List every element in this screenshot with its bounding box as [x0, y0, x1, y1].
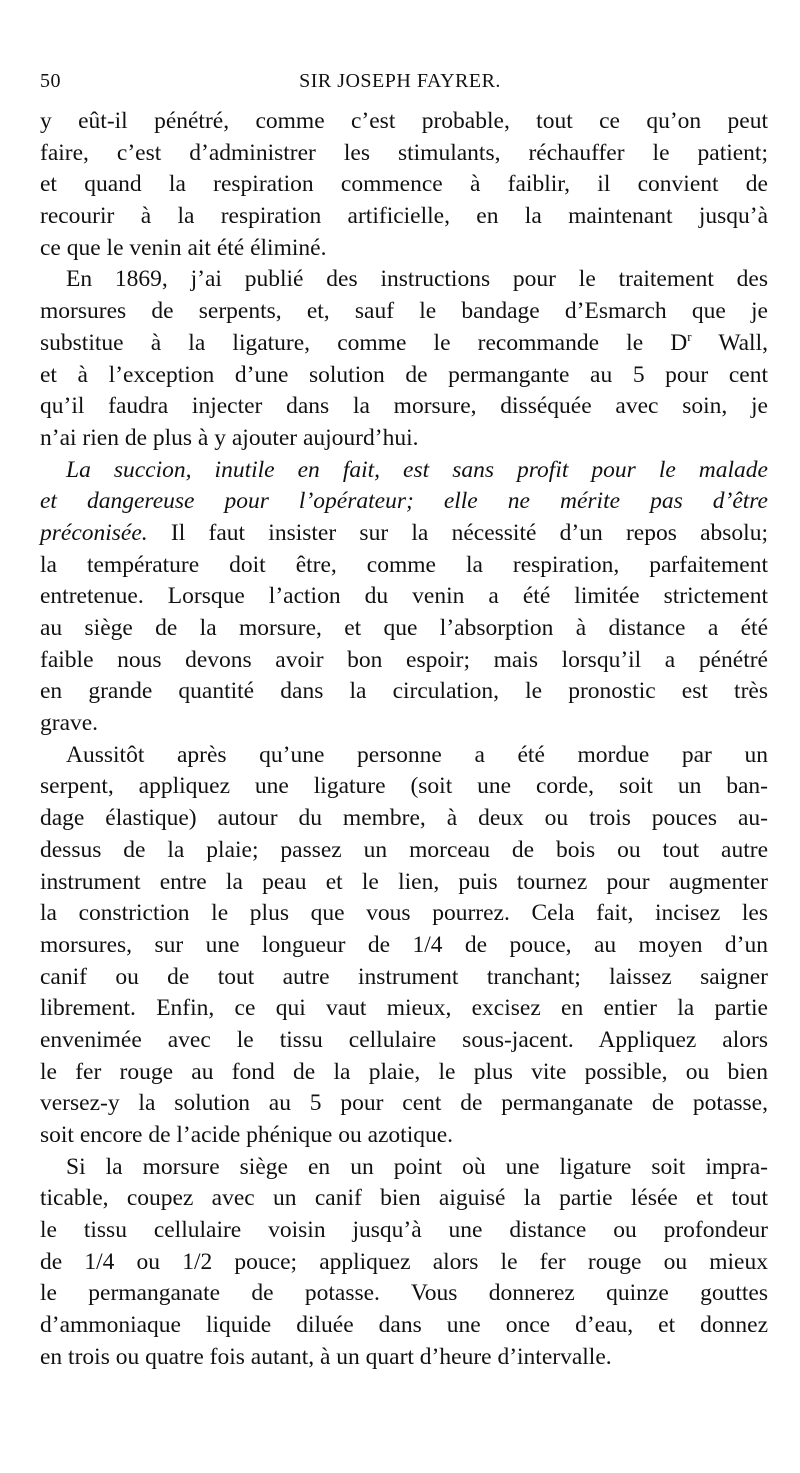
paragraph	[40, 1152, 768, 1374]
text-line: librement. Enfin, ce qui vaut mieux, excisez en entier la partie	[40, 995, 768, 1022]
text-line: le permanganate de potasse. Vous donnerez quinze gouttes	[40, 1280, 768, 1307]
text-line: dessus de la plaie; passez un morceau de bois ou tout autre	[40, 836, 768, 863]
text-line: au siège de la morsure, et que l’absorption à distance a été	[40, 615, 768, 641]
text-line: ce que le venin ait été éliminé.	[40, 234, 327, 261]
text-line: recourir à la respiration artificielle, en la maintenant jusqu’à	[40, 203, 768, 230]
text-line: Si la morsure siège en un point où une ligature soit impra-	[66, 1153, 768, 1180]
text-line	[40, 328, 768, 360]
text-line: la température doit être, comme la respiration, parfaitement	[40, 551, 768, 578]
text-line: d’ammoniaque liquide diluée dans une once d’eau, et donnez	[40, 1312, 768, 1339]
italic-text: La succion, inutile en fait, est sans profit pour le malade	[66, 456, 768, 483]
text-line: canif ou de tout autre instrument tranchant; laissez saigner	[40, 963, 768, 990]
page-number: 50	[40, 70, 61, 92]
text-line: dage élastique) autour du membre, à deux ou trois pouces au-	[40, 805, 768, 832]
text-line: entretenue. Lorsque l’action du venin a été limitée strictement	[40, 583, 768, 610]
superscript: r	[687, 328, 692, 344]
text-line: n’ai rien de plus à y ajouter aujourd’hui.	[40, 424, 419, 451]
paragraph	[40, 455, 768, 740]
text-line: grave.	[40, 710, 99, 737]
paragraph	[40, 264, 768, 454]
body-text	[40, 106, 768, 1374]
running-title: SIR JOSEPH FAYRER.	[299, 70, 501, 92]
text-line: qu’il faudra injecter dans la morsure, disséquée avec soin, je	[40, 393, 768, 420]
text-line: faire, c’est d’administrer les stimulants, réchauffer le patient;	[40, 139, 768, 166]
text-line: soit encore de l’acide phénique ou azotique.	[40, 1122, 454, 1148]
text-line: y eût-il pénétré, comme c’est probable, tout ce qu’on peut	[40, 108, 768, 134]
text-line: de 1/4 ou 1/2 pouce; appliquez alors le fer rouge ou mieux	[40, 1248, 768, 1275]
text-line	[40, 518, 768, 550]
paragraph	[40, 106, 768, 264]
text-line: le tissu cellulaire voisin jusqu’à une distance ou profondeur	[40, 1217, 768, 1244]
text-line: Aussitôt après qu’une personne a été mordue par un	[66, 741, 768, 768]
text-line: instrument entre la peau et le lien, puis tournez pour augmenter	[40, 868, 768, 895]
text-run: substitue à la ligature, comme le recommande le D	[40, 329, 688, 356]
italic-text: préconisée.	[40, 519, 148, 546]
text-line: envenimée avec le tissu cellulaire sous-jacent. Appliquez alors	[40, 1026, 768, 1053]
text-line: le fer rouge au fond de la plaie, le plus vite possible, ou bien	[40, 1058, 768, 1085]
text-line	[40, 486, 768, 518]
text-line: versez-y la solution au 5 pour cent de permanganate de potasse,	[40, 1090, 768, 1117]
text-line	[40, 455, 768, 487]
text-run: Il faut insister sur la nécessité d’un repos absolu;	[147, 519, 768, 546]
text-line: morsures de serpents, et, sauf le bandage d’Esmarch que je	[40, 298, 768, 325]
page-header	[40, 70, 760, 102]
text-line: serpent, appliquez une ligature (soit une corde, soit un ban-	[40, 773, 768, 800]
text-line: et à l’exception d’une solution de permangante au 5 pour cent	[40, 361, 768, 388]
text-line: la constriction le plus que vous pourrez. Cela fait, incisez les	[40, 900, 768, 927]
text-line: En 1869, j’ai publié des instructions pour le traitement des	[66, 266, 768, 293]
paragraph	[40, 740, 768, 1152]
text-line: faible nous devons avoir bon espoir; mais lorsqu’il a pénétré	[40, 646, 768, 673]
text-line: ticable, coupez avec un canif bien aiguisé la partie lésée et tout	[40, 1185, 768, 1212]
text-line: morsures, sur une longueur de 1/4 de pouce, au moyen d’un	[40, 931, 768, 958]
text-line: et quand la respiration commence à faiblir, il convient de	[40, 171, 768, 198]
text-line: en trois ou quatre fois autant, à un quart d’heure d’intervalle.	[40, 1343, 612, 1370]
text-line: en grande quantité dans la circulation, le pronostic est très	[40, 678, 768, 705]
italic-text: et dangereuse pour l’opérateur; elle ne mérite pas d’être	[40, 488, 768, 515]
text-run: Wall,	[691, 329, 768, 356]
